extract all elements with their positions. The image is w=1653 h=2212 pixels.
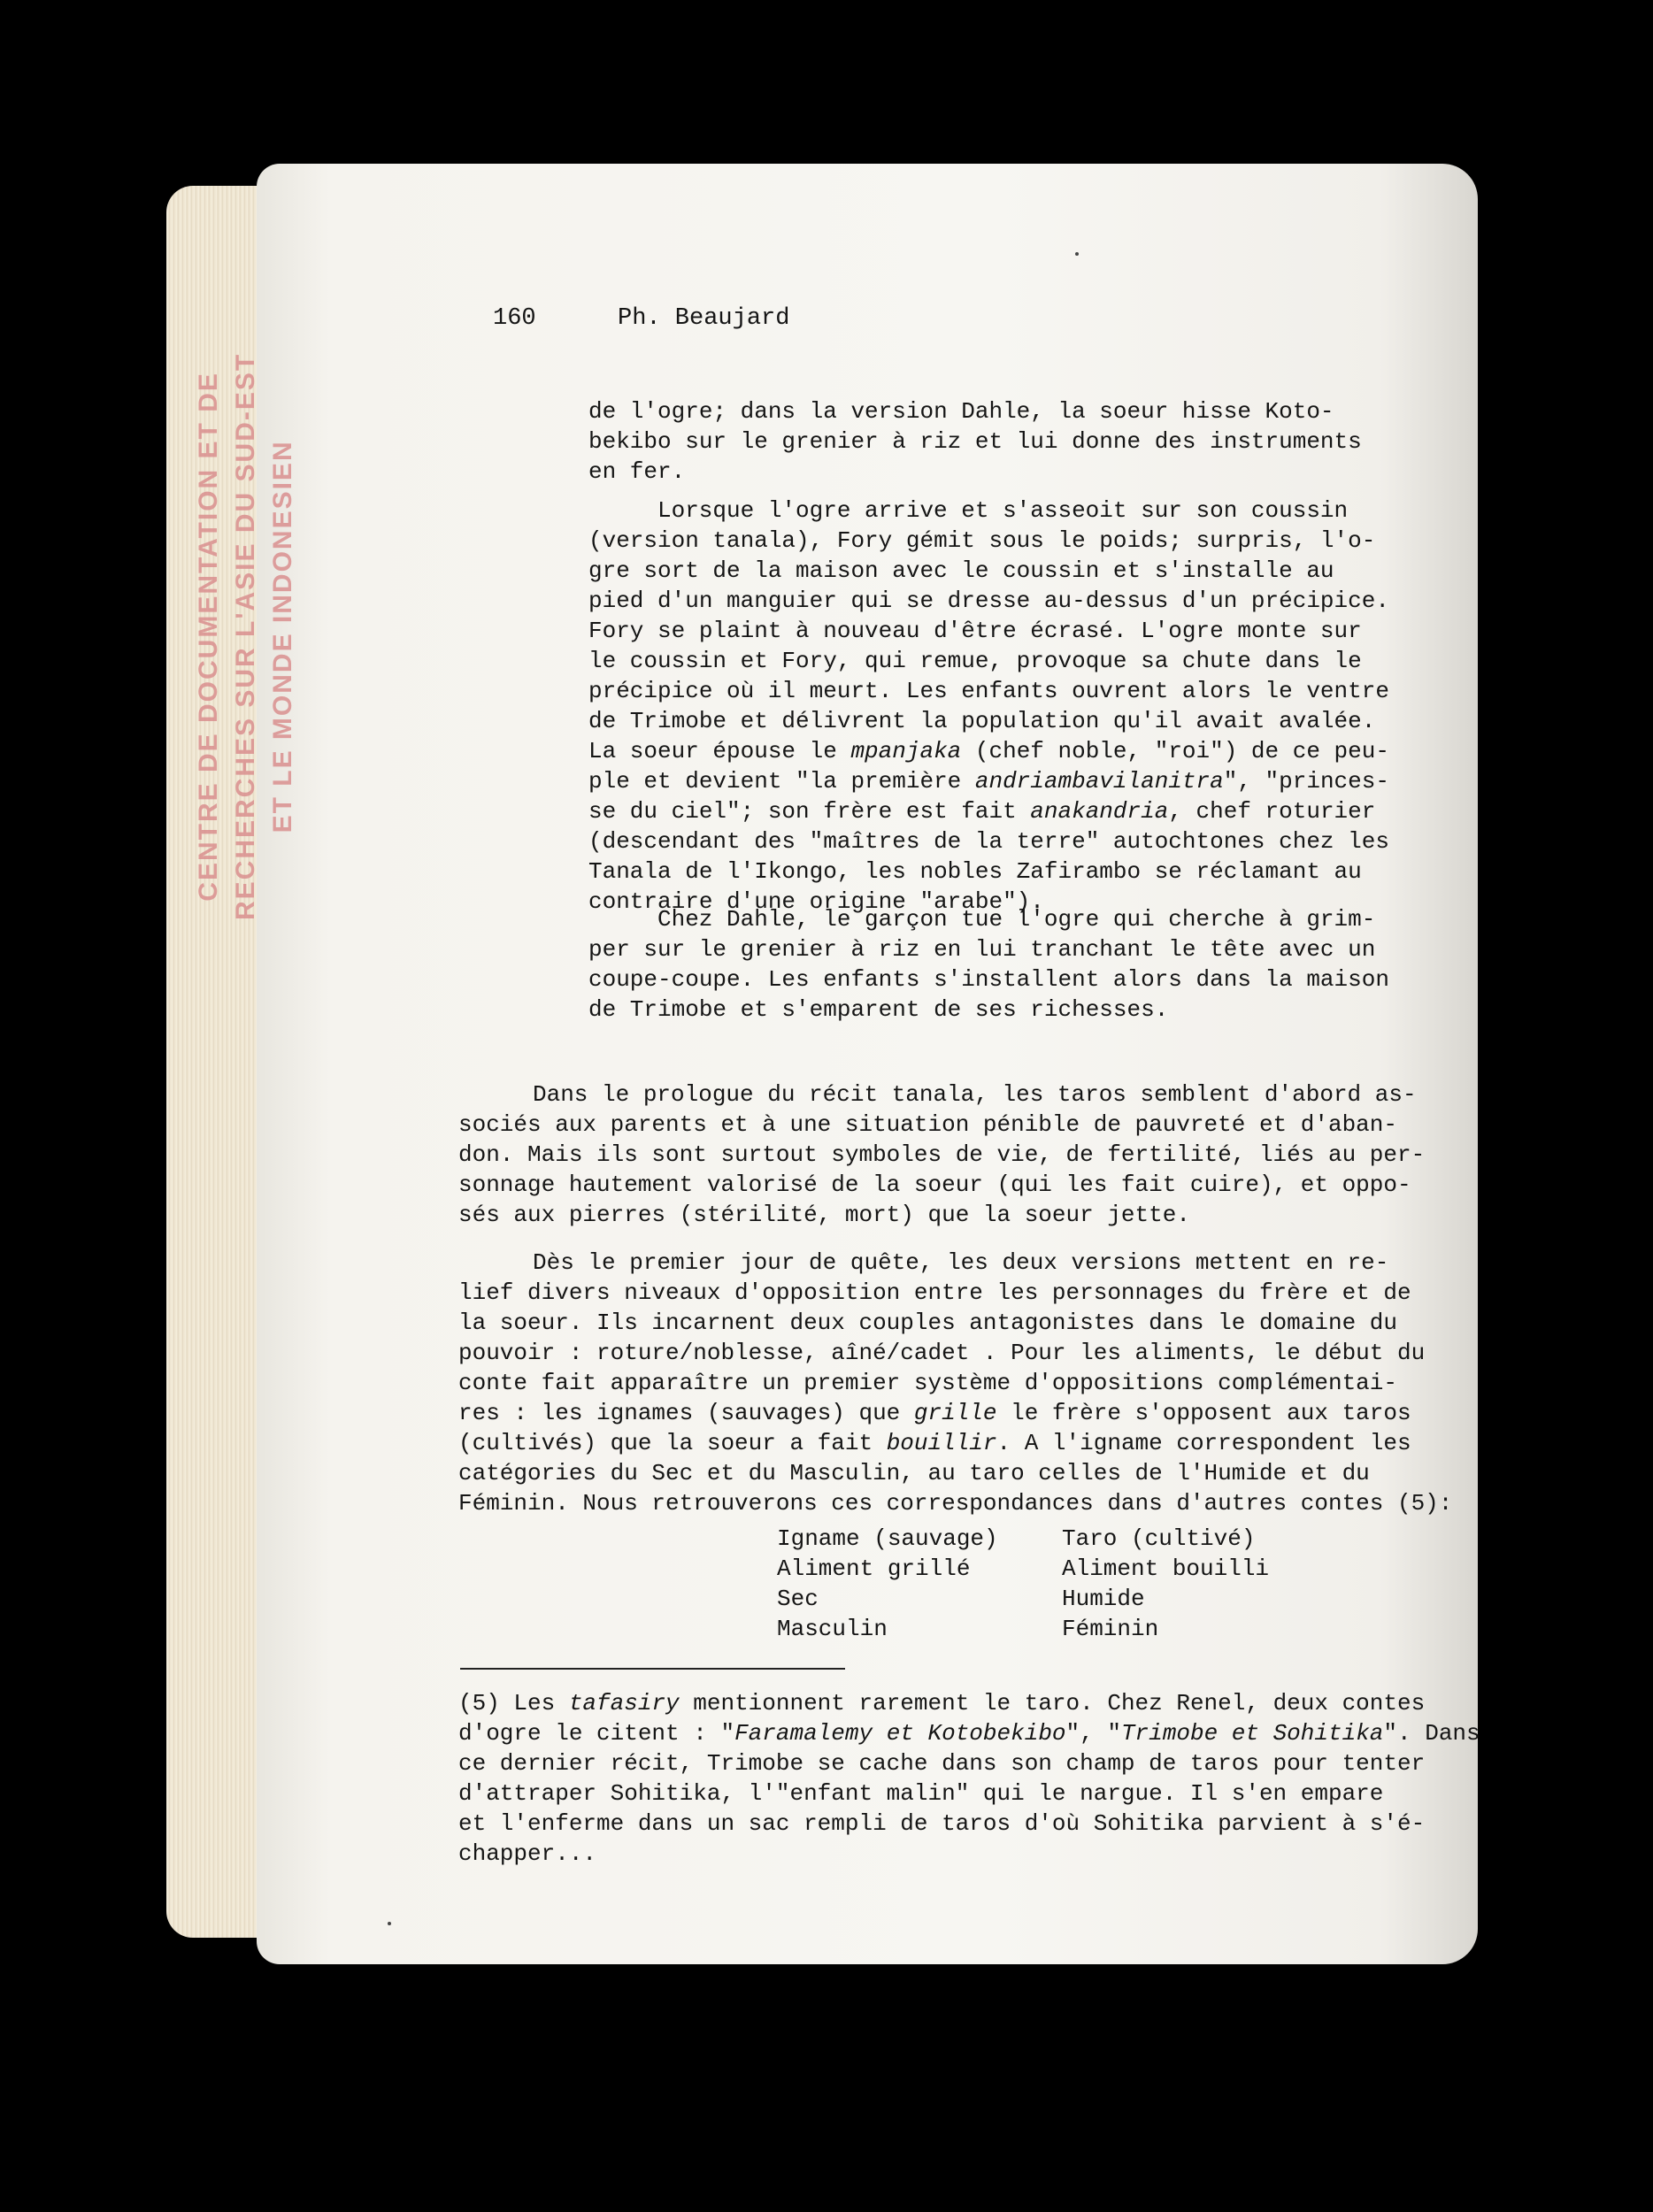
footnote-line: et l'enferme dans un sac rempli de taros d'où Sohitika parvient à s'é- xyxy=(458,1810,1426,1837)
text-line: Dès le premier jour de quête, les deux versions mettent en re- xyxy=(533,1249,1389,1276)
table-cell-left: Masculin xyxy=(777,1616,888,1642)
table-cell-right: Féminin xyxy=(1062,1616,1159,1642)
text-line: gre sort de la maison avec le coussin et s'installe au xyxy=(588,557,1334,584)
text-line: Lorsque l'ogre arrive et s'asseoit sur son coussin xyxy=(657,497,1349,524)
text-line: per sur le grenier à riz en lui tranchant le tête avec un xyxy=(588,936,1376,963)
text-line: ple et devient "la première andriambavilanitra", "princes- xyxy=(588,768,1389,795)
text-line: précipice où il meurt. Les enfants ouvrent alors le ventre xyxy=(588,678,1389,704)
table-cell-left: Sec xyxy=(777,1586,819,1612)
text-line: catégories du Sec et du Masculin, au taro celles de l'Humide et du xyxy=(458,1460,1370,1486)
text-line: de Trimobe et s'emparent de ses richesses. xyxy=(588,996,1169,1023)
speck xyxy=(388,1922,391,1925)
footnote-line: chapper... xyxy=(458,1840,597,1867)
running-head-author: Ph. Beaujard xyxy=(618,305,790,332)
text-line: sonnage hautement valorisé de la soeur (qui les fait cuire), et oppo- xyxy=(458,1171,1411,1198)
text-line: Dans le prologue du récit tanala, les taros semblent d'abord as- xyxy=(533,1081,1417,1108)
text-line: bekibo sur le grenier à riz et lui donne des instruments xyxy=(588,428,1362,455)
text-line: la soeur. Ils incarnent deux couples antagonistes dans le domaine du xyxy=(458,1310,1397,1336)
text-line: pied d'un manguier qui se dresse au-dessus d'un précipice. xyxy=(588,588,1389,614)
footnote-line: d'ogre le citent : "Faramalemy et Kotobekibo", "Trimobe et Sohitika". Dans xyxy=(458,1720,1480,1747)
text-line: res : les ignames (sauvages) que grille le frère s'opposent aux taros xyxy=(458,1400,1411,1426)
text-line: de Trimobe et délivrent la population qu'il avait avalée. xyxy=(588,708,1376,734)
text-line: Chez Dahle, le garçon tue l'ogre qui cherche à grim- xyxy=(657,906,1376,933)
text-line: contraire d'une origine "arabe"). xyxy=(588,888,1044,915)
text-line: Tanala de l'Ikongo, les nobles Zafirambo se réclamant au xyxy=(588,858,1362,885)
text-line: Fory se plaint à nouveau d'être écrasé. L'ogre monte sur xyxy=(588,618,1362,644)
table-cell-right: Humide xyxy=(1062,1586,1145,1612)
table-cell-right: Aliment bouilli xyxy=(1062,1555,1270,1582)
speck xyxy=(1075,252,1079,256)
footnote-line: (5) Les tafasiry mentionnent rarement le taro. Chez Renel, deux contes xyxy=(458,1690,1426,1717)
footnote-line: ce dernier récit, Trimobe se cache dans son champ de taros pour tenter xyxy=(458,1750,1426,1777)
text-line: sociés aux parents et à une situation pénible de pauvreté et d'aban- xyxy=(458,1111,1397,1138)
text-line: don. Mais ils sont surtout symboles de vie, de fertilité, liés au per- xyxy=(458,1141,1426,1168)
text-line: La soeur épouse le mpanjaka (chef noble, "roi") de ce peu- xyxy=(588,738,1389,764)
text-line: de l'ogre; dans la version Dahle, la soeur hisse Koto- xyxy=(588,398,1334,425)
library-stamp: CENTRE DE DOCUMENTATION ET DE RECHERCHES SUR L'ASIE DU SUD-EST ET LE MONDE INDONESIEN xyxy=(194,352,297,920)
text-line: conte fait apparaître un premier système d'oppositions complémentai- xyxy=(458,1370,1397,1396)
text-line: le coussin et Fory, qui remue, provoque sa chute dans le xyxy=(588,648,1362,674)
text-line: Féminin. Nous retrouverons ces correspondances dans d'autres contes (5): xyxy=(458,1490,1453,1517)
text-line: pouvoir : roture/noblesse, aîné/cadet . Pour les aliments, le début du xyxy=(458,1340,1426,1366)
text-line: coupe-coupe. Les enfants s'installent alors dans la maison xyxy=(588,966,1389,993)
footnote-line: d'attraper Sohitika, l'"enfant malin" qui le nargue. Il s'en empare xyxy=(458,1780,1384,1807)
footnote-rule xyxy=(460,1668,845,1670)
page-number: 160 xyxy=(493,305,536,332)
text-line: lief divers niveaux d'opposition entre les personnages du frère et de xyxy=(458,1279,1411,1306)
text-line: en fer. xyxy=(588,458,686,485)
table-cell-left: Aliment grillé xyxy=(777,1555,971,1582)
table-cell-left: Igname (sauvage) xyxy=(777,1525,998,1552)
text-line: se du ciel"; son frère est fait anakandria, chef roturier xyxy=(588,798,1376,825)
text-line: (version tanala), Fory gémit sous le poids; surpris, l'o- xyxy=(588,527,1376,554)
table-cell-right: Taro (cultivé) xyxy=(1062,1525,1256,1552)
text-line: (descendant des "maîtres de la terre" autochtones chez les xyxy=(588,828,1389,855)
text-line: (cultivés) que la soeur a fait bouillir. A l'igname correspondent les xyxy=(458,1430,1411,1456)
text-line: sés aux pierres (stérilité, mort) que la soeur jette. xyxy=(458,1202,1190,1228)
